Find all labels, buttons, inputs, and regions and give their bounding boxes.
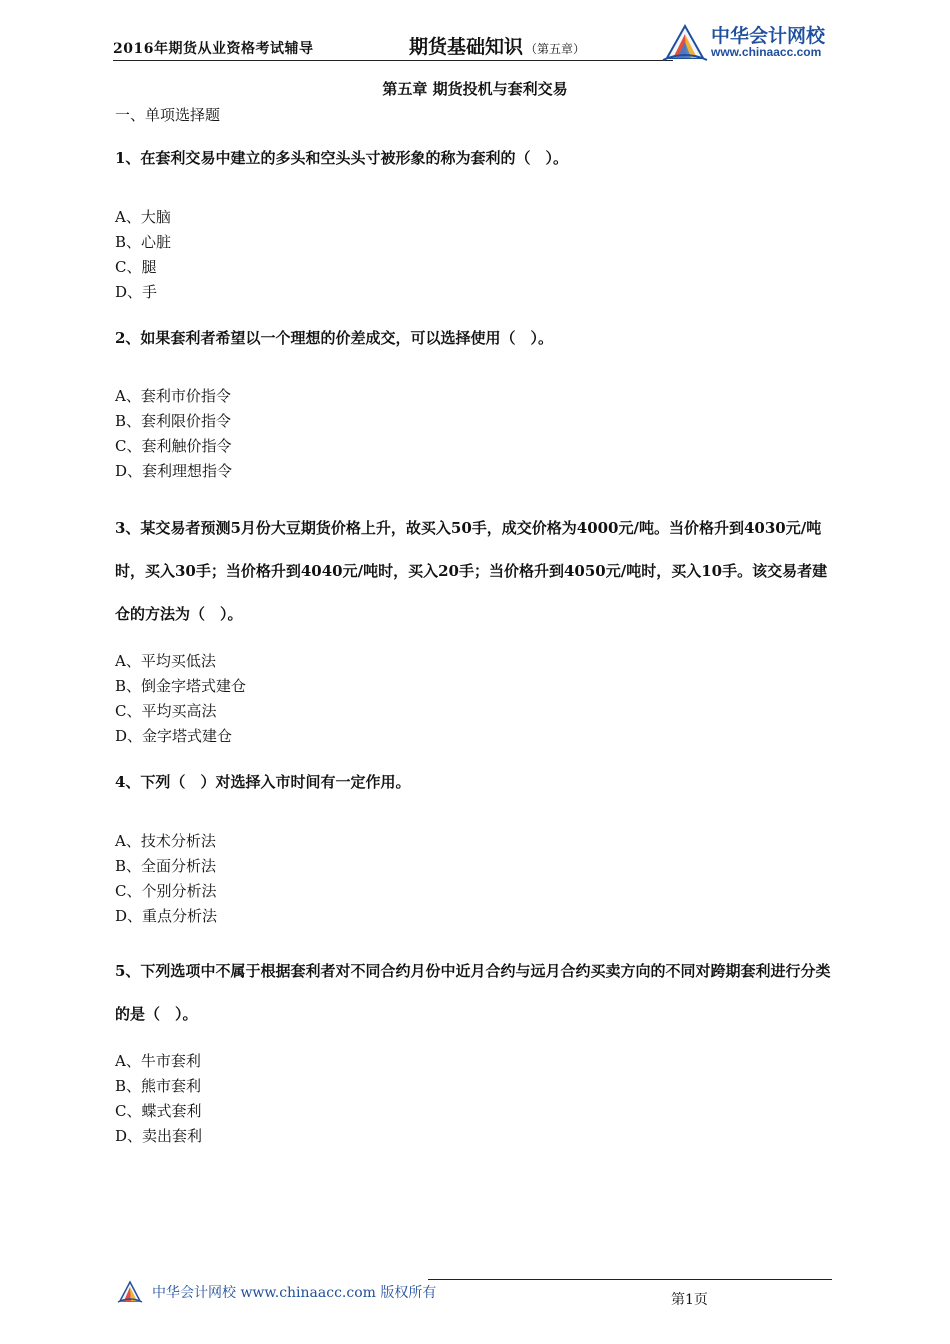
option-a: A、大脑 (115, 208, 171, 226)
option-d: D、金字塔式建仓 (115, 727, 233, 745)
question-4: 4、下列（ ）对选择入市时间有一定作用。 (115, 773, 411, 791)
option-a: A、套利市价指令 (115, 387, 231, 405)
option-d: D、重点分析法 (115, 907, 218, 925)
option-c: C、套利触价指令 (115, 437, 232, 455)
option-b: B、倒金字塔式建仓 (115, 677, 247, 695)
question-1: 1、在套利交易中建立的多头和空头头寸被形象的称为套利的（ ）。 (115, 149, 568, 167)
brand-logo (661, 20, 838, 62)
footer-logo-icon (117, 1278, 143, 1304)
logo-name: 中华会计网校 (711, 25, 826, 47)
option-c: C、平均买高法 (115, 702, 217, 720)
header-course-title (409, 32, 585, 59)
question-5-options (115, 1049, 202, 1149)
page-header (113, 20, 838, 62)
footer-divider (428, 1279, 832, 1280)
option-b: B、心脏 (115, 233, 172, 251)
section-title: 一、单项选择题 (115, 106, 221, 124)
option-c: C、腿 (115, 258, 157, 276)
question-2: 2、如果套利者希望以一个理想的价差成交，可以选择使用（ ）。 (115, 329, 553, 347)
logo-url: www.chinaacc.com (711, 45, 822, 59)
question-1-options (115, 205, 171, 305)
header-title: 期货基础知识 (409, 36, 524, 58)
option-a: A、平均买低法 (115, 652, 216, 670)
option-b: B、全面分析法 (115, 857, 217, 875)
chapter-title: 第五章 期货投机与套利交易 (382, 80, 568, 98)
option-a: A、牛市套利 (115, 1052, 201, 1070)
page-number: 第1页 (671, 1292, 708, 1308)
option-b: B、熊市套利 (115, 1077, 202, 1095)
option-d: D、卖出套利 (115, 1127, 203, 1145)
question-4-options (115, 829, 217, 929)
option-a: A、技术分析法 (115, 832, 216, 850)
question-3-options (115, 649, 246, 749)
header-divider (113, 60, 673, 61)
question-3: 3、某交易者预测5月份大豆期货价格上升，故买入50手，成交价格为4000元/吨。当价格升到4030元/吨时，买入30手；当价格升到4040元/吨时，买入20手；当价格升到4050元/吨时，买入10手。该交易者建仓的方法为（ ）。 (115, 519, 828, 623)
option-b: B、套利限价指令 (115, 412, 232, 430)
option-c: C、个别分析法 (115, 882, 217, 900)
question-5: 5、下列选项中不属于根据套利者对不同合约月份中近月合约与远月合约买卖方向的不同对跨期套利进行分类的是（ ）。 (115, 962, 831, 1023)
option-d: D、套利理想指令 (115, 462, 233, 480)
footer-copyright: 中华会计网校 www.chinaacc.com 版权所有 (152, 1285, 437, 1301)
option-d: D、手 (115, 283, 158, 301)
option-c: C、蝶式套利 (115, 1102, 202, 1120)
logo-triangle-icon (661, 20, 709, 62)
header-chapter-tag: （第五章） (525, 42, 586, 56)
header-exam-label: 2016年期货从业资格考试辅导 (113, 41, 314, 57)
question-2-options (115, 384, 232, 484)
